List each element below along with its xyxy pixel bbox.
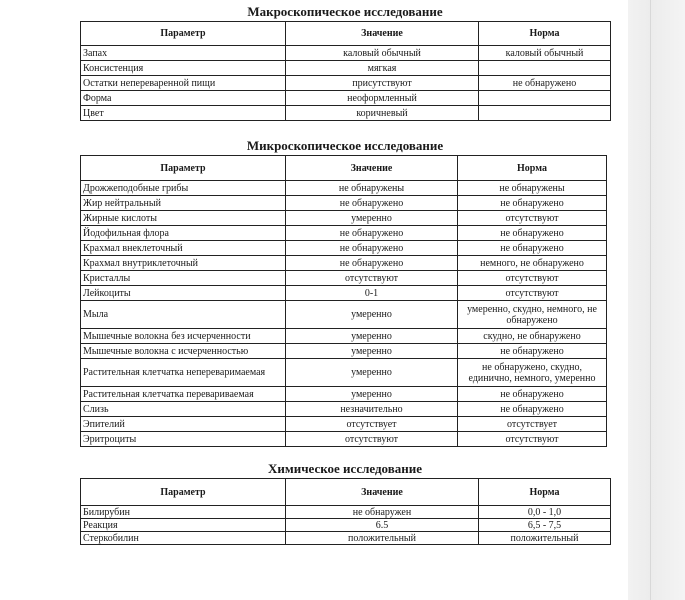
param-cell: Мышечные волокна с исчерченностью: [81, 344, 286, 359]
value-cell: отсутствуют: [286, 432, 458, 447]
chem-table: [80, 478, 611, 545]
norm-cell: не обнаружено: [479, 76, 611, 91]
micro-header-row: [81, 156, 607, 181]
value-cell: не обнаружены: [286, 181, 458, 196]
param-cell: Мыла: [81, 301, 286, 329]
table-row: [81, 196, 607, 211]
norm-cell: [479, 91, 611, 106]
value-cell: 6.5: [286, 519, 479, 532]
value-cell: умеренно: [286, 211, 458, 226]
value-cell: умеренно: [286, 387, 458, 402]
norm-cell: не обнаружено: [458, 226, 607, 241]
value-cell: не обнаружено: [286, 196, 458, 211]
norm-cell: отсутствует: [458, 417, 607, 432]
param-cell: Крахмал внеклеточный: [81, 241, 286, 256]
param-cell: Эпителий: [81, 417, 286, 432]
norm-cell: не обнаружено: [458, 241, 607, 256]
param-cell: Стеркобилин: [81, 532, 286, 545]
param-cell: Билирубин: [81, 506, 286, 519]
norm-cell: отсутствуют: [458, 271, 607, 286]
table-row: [81, 344, 607, 359]
header-value: Значение: [286, 22, 479, 46]
table-row: [81, 432, 607, 447]
header-norm: Норма: [479, 22, 611, 46]
value-cell: 0-1: [286, 286, 458, 301]
param-cell: Цвет: [81, 106, 286, 121]
param-cell: Йодофильная флора: [81, 226, 286, 241]
page-edge: [628, 0, 685, 600]
table-row: [81, 506, 611, 519]
param-cell: Форма: [81, 91, 286, 106]
norm-cell: не обнаружено: [458, 402, 607, 417]
norm-cell: [479, 61, 611, 76]
table-row: [81, 359, 607, 387]
value-cell: умеренно: [286, 344, 458, 359]
table-row: [81, 301, 607, 329]
norm-cell: не обнаружено: [458, 344, 607, 359]
table-row: [81, 329, 607, 344]
table-row: [81, 211, 607, 226]
param-cell: Жирные кислоты: [81, 211, 286, 226]
table-row: [81, 532, 611, 545]
header-norm: Норма: [458, 156, 607, 181]
norm-cell: каловый обычный: [479, 46, 611, 61]
param-cell: Растительная клетчатка непереваримаемая: [81, 359, 286, 387]
param-cell: Лейкоциты: [81, 286, 286, 301]
table-row: [81, 286, 607, 301]
header-value: Значение: [286, 479, 479, 506]
param-cell: Жир нейтральный: [81, 196, 286, 211]
value-cell: отсутствует: [286, 417, 458, 432]
value-cell: каловый обычный: [286, 46, 479, 61]
header-param: Параметр: [81, 479, 286, 506]
header-norm: Норма: [479, 479, 611, 506]
value-cell: коричневый: [286, 106, 479, 121]
macro-title: Макроскопическое исследование: [247, 4, 443, 19]
norm-cell: не обнаружено: [458, 196, 607, 211]
value-cell: неоформленный: [286, 91, 479, 106]
table-row: [81, 256, 607, 271]
param-cell: Слизь: [81, 402, 286, 417]
macro-table: [80, 21, 611, 121]
norm-cell: положительный: [479, 532, 611, 545]
value-cell: присутствуют: [286, 76, 479, 91]
value-cell: положительный: [286, 532, 479, 545]
param-cell: Кристаллы: [81, 271, 286, 286]
table-row: [81, 76, 611, 91]
table-row: [81, 61, 611, 76]
param-cell: Консистенция: [81, 61, 286, 76]
micro-title: Микроскопическое исследование: [246, 138, 444, 153]
chem-header-row: [81, 479, 611, 506]
value-cell: не обнаружено: [286, 226, 458, 241]
value-cell: умеренно: [286, 329, 458, 344]
header-param: Параметр: [81, 22, 286, 46]
header-param: Параметр: [81, 156, 286, 181]
norm-cell: не обнаружены: [458, 181, 607, 196]
value-cell: не обнаружен: [286, 506, 479, 519]
value-cell: мягкая: [286, 61, 479, 76]
param-cell: Мышечные волокна без исчерченности: [81, 329, 286, 344]
table-row: [81, 241, 607, 256]
norm-cell: 0,0 - 1,0: [479, 506, 611, 519]
norm-cell: немного, не обнаружено: [458, 256, 607, 271]
value-cell: отсутствуют: [286, 271, 458, 286]
norm-cell: [479, 106, 611, 121]
value-cell: умеренно: [286, 359, 458, 387]
page-edge-line: [650, 0, 651, 600]
param-cell: Остатки непереваренной пищи: [81, 76, 286, 91]
value-cell: незначительно: [286, 402, 458, 417]
table-row: [81, 402, 607, 417]
param-cell: Реакция: [81, 519, 286, 532]
value-cell: не обнаружено: [286, 241, 458, 256]
macro-header-row: [81, 22, 611, 46]
norm-cell: умеренно, скудно, немного, не обнаружено: [458, 301, 607, 329]
param-cell: Запах: [81, 46, 286, 61]
micro-table: [80, 155, 607, 447]
norm-cell: 6,5 - 7,5: [479, 519, 611, 532]
param-cell: Растительная клетчатка перевариваемая: [81, 387, 286, 402]
table-row: [81, 519, 611, 532]
norm-cell: отсутствуют: [458, 286, 607, 301]
table-row: [81, 387, 607, 402]
norm-cell: отсутствуют: [458, 432, 607, 447]
table-row: [81, 91, 611, 106]
chem-title: Химическое исследование: [267, 461, 423, 476]
norm-cell: скудно, не обнаружено: [458, 329, 607, 344]
param-cell: Эритроциты: [81, 432, 286, 447]
table-row: [81, 271, 607, 286]
table-row: [81, 417, 607, 432]
table-row: [81, 181, 607, 196]
table-row: [81, 46, 611, 61]
value-cell: не обнаружено: [286, 256, 458, 271]
table-row: [81, 106, 611, 121]
norm-cell: не обнаружено: [458, 387, 607, 402]
param-cell: Крахмал внутриклеточный: [81, 256, 286, 271]
header-value: Значение: [286, 156, 458, 181]
value-cell: умеренно: [286, 301, 458, 329]
norm-cell: отсутствуют: [458, 211, 607, 226]
norm-cell: не обнаружено, скудно, единично, немного, умеренно: [458, 359, 607, 387]
table-row: [81, 226, 607, 241]
param-cell: Дрожжеподобные грибы: [81, 181, 286, 196]
